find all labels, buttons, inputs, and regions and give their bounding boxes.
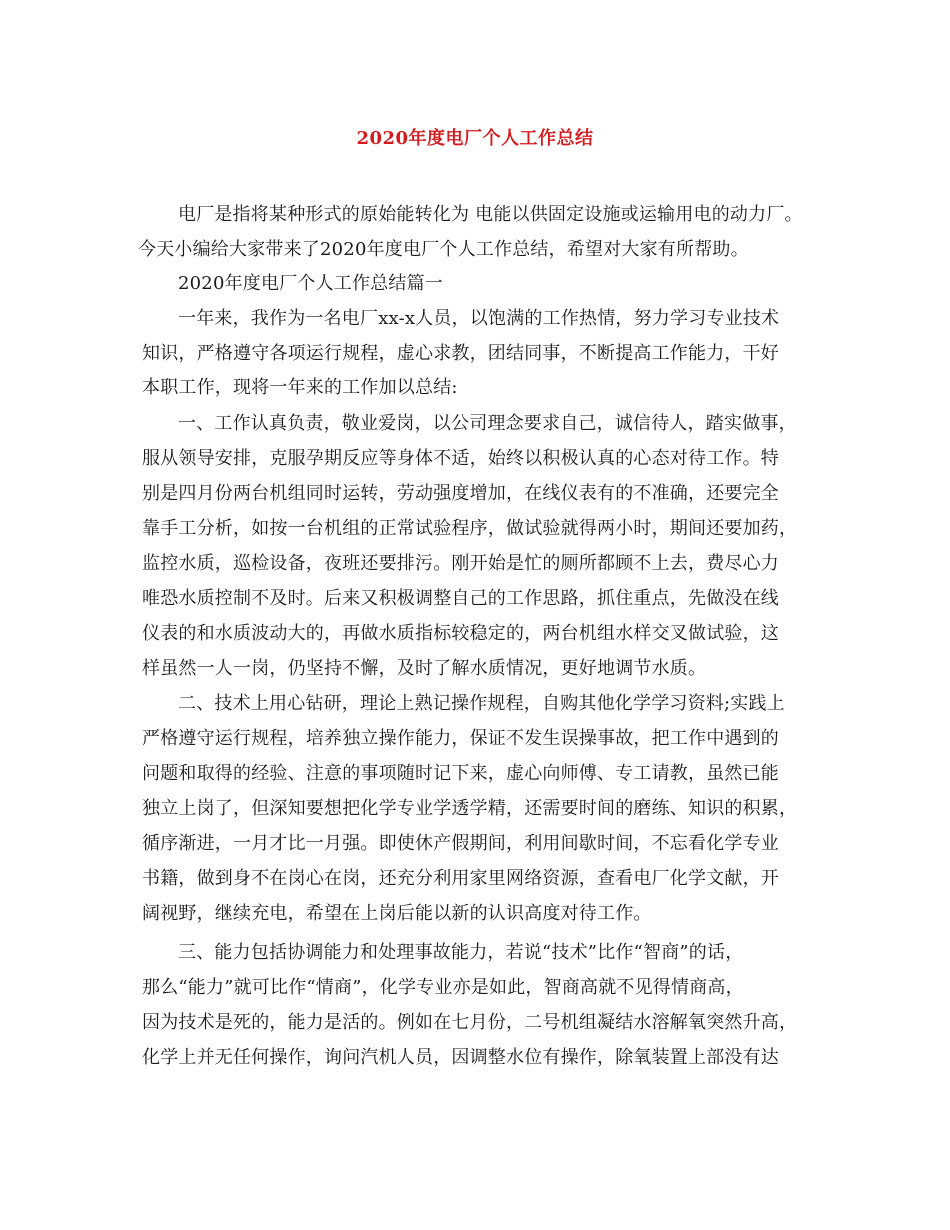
body-line: 知识，严格遵守各项运行规程，虚心求教，团结同事，不断提高工作能力，干好 <box>142 343 779 364</box>
body-line: 问题和取得的经验、注意的事项随时记下来，虚心向师傅、专工请教，虽然已能 <box>142 763 779 784</box>
body-line: 一年来，我作为一名电厂xx-x人员，以饱满的工作热情，努力学习专业技术 <box>178 308 780 329</box>
document-title: 2020年度电厂个人工作总结 <box>356 128 594 149</box>
body-line: 样虽然一人一岗，仍坚持不懈，及时了解水质情况，更好地调节水质。 <box>142 658 707 679</box>
section-heading: 2020年度电厂个人工作总结篇一 <box>178 273 444 294</box>
body-line: 独立上岗了，但深知要想把化学专业学透学精，还需要时间的磨练、知识的积累， <box>142 798 798 819</box>
body-line: 电厂是指将某种形式的原始能转化为 电能以供固定设施或运输用电的动力厂。 <box>178 204 803 225</box>
body-line: 唯恐水质控制不及时。后来又积极调整自己的工作思路，抓住重点，先做没在线 <box>142 588 779 609</box>
body-line: 因为技术是死的，能力是活的。例如在七月份，二号机组凝结水溶解氧突然升高， <box>142 1012 798 1033</box>
body-line: 化学上并无任何操作，询问汽机人员，因调整水位有操作，除氧装置上部没有达 <box>142 1047 779 1068</box>
body-line: 监控水质，巡检设备，夜班还要排污。刚开始是忙的厕所都顾不上去，费尽心力 <box>142 553 779 574</box>
body-line: 阔视野，继续充电，希望在上岗后能以新的认识高度对待工作。 <box>142 903 652 924</box>
body-line: 循序渐进，一月才比一月强。即使休产假期间，利用间歇时间，不忘看化学专业 <box>142 833 779 854</box>
body-line: 服从领导安排，克服孕期反应等身体不适，始终以积极认真的心态对待工作。特 <box>142 448 779 469</box>
body-line: 今天小编给大家带来了2020年度电厂个人工作总结，希望对大家有所帮助。 <box>138 239 749 260</box>
body-line: 书籍，做到身不在岗心在岗，还充分利用家里网络资源，查看电厂化学文献，开 <box>142 868 779 889</box>
body-line: 三、能力包括协调能力和处理事故能力，若说“技术”比作“智商”的话， <box>178 942 744 963</box>
body-line: 仪表的和水质波动大的，再做水质指标较稳定的，两台机组水样交叉做试验，这 <box>142 623 779 644</box>
body-line: 靠手工分析，如按一台机组的正常试验程序，做试验就得两小时，期间还要加药， <box>142 518 798 539</box>
body-line: 本职工作，现将一年来的工作加以总结: <box>142 377 458 398</box>
body-line: 那么“能力”就可比作“情商”，化学专业亦是如此，智商高就不见得情商高， <box>142 977 744 998</box>
body-line: 严格遵守运行规程，培养独立操作能力，保证不发生误操事故，把工作中遇到的 <box>142 728 779 749</box>
body-line: 别是四月份两台机组同时运转，劳动强度增加，在线仪表有的不准确，还要完全 <box>142 483 779 504</box>
body-line: 一、工作认真负责，敬业爱岗，以公司理念要求自己，诚信待人，踏实做事， <box>178 413 797 434</box>
body-line: 二、技术上用心钻研，理论上熟记操作规程，自购其他化学学习资料;实践上 <box>178 693 785 714</box>
